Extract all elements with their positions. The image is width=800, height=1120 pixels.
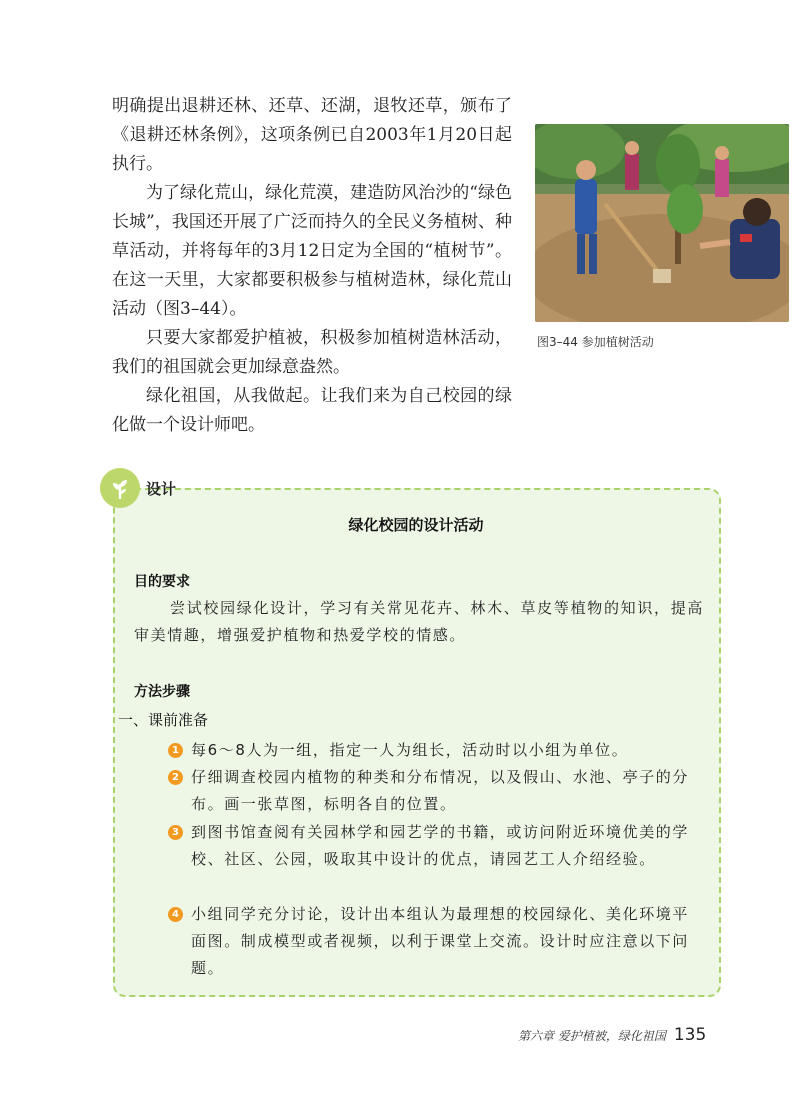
goal-text: 尝试校园绿化设计，学习有关常见花卉、林木、草皮等植物的知识，提高审美情趣，增强爱护植物和热爱学校的情感。 <box>134 599 704 644</box>
figure-caption: 图3–44 参加植树活动 <box>537 335 654 349</box>
step-item-4 <box>168 901 704 982</box>
step-text: 到图书馆查阅有关园林学和园艺学的书籍，或访问附近环境优美的学校、社区、公园，吸取其中设计的优点，请园艺工人介绍经验。 <box>191 823 690 868</box>
intro-text <box>112 92 512 440</box>
step-text: 每6～8人为一组，指定一人为组长，活动时以小组为单位。 <box>191 741 629 759</box>
step-text: 仔细调查校园内植物的种类和分布情况，以及假山、水池、亭子的分布。画一张草图，标明各自的位置。 <box>191 768 690 813</box>
design-section-header <box>100 468 176 508</box>
sprout-icon <box>100 468 140 508</box>
goal-heading: 目的要求 <box>134 574 190 590</box>
chapter-title: 第六章 爱护植被，绿化祖国 <box>518 1029 666 1043</box>
step-number-badge: 1 <box>168 743 183 758</box>
prep-heading: 一、课前准备 <box>118 711 209 729</box>
activity-title: 绿化校园的设计活动 <box>348 516 484 534</box>
step-number-badge: 2 <box>168 770 183 785</box>
step-item-1 <box>168 737 704 764</box>
step-item-2 <box>168 764 704 818</box>
tree-planting-photo <box>535 124 789 322</box>
method-heading: 方法步骤 <box>134 684 190 700</box>
design-label: 设计 <box>146 479 177 498</box>
intro-paragraph-4: 绿化祖国，从我做起。让我们来为自己校园的绿化做一个设计师吧。 <box>112 386 512 435</box>
step-number-badge: 3 <box>168 825 183 840</box>
intro-paragraph-3: 只要大家都爱护植被，积极参加植树造林活动，我们的祖国就会更加绿意盎然。 <box>112 328 512 377</box>
step-number-badge: 4 <box>168 907 183 922</box>
tree-planting-illustration <box>535 124 789 322</box>
page-footer <box>518 1025 706 1045</box>
intro-paragraph-1: 明确提出退耕还林、还草、还湖，退牧还草，颁布了《退耕还林条例》，这项条例已自2003年1月20日起执行。 <box>112 96 512 174</box>
step-item-3 <box>168 819 704 873</box>
page-number: 135 <box>673 1025 707 1045</box>
intro-paragraph-2: 为了绿化荒山，绿化荒漠，建造防风治沙的“绿色长城”，我国还开展了广泛而持久的全民义务植树、种草活动，并将每年的3月12日定为全国的“植树节”。在这一天里，大家都要积极参与植树造林，绿化荒山活动（图3–44）。 <box>112 183 512 319</box>
step-text: 小组同学充分讨论，设计出本组认为最理想的校园绿化、美化环境平面图。制成模型或者视频，以利于课堂上交流。设计时应注意以下问题。 <box>191 905 690 977</box>
